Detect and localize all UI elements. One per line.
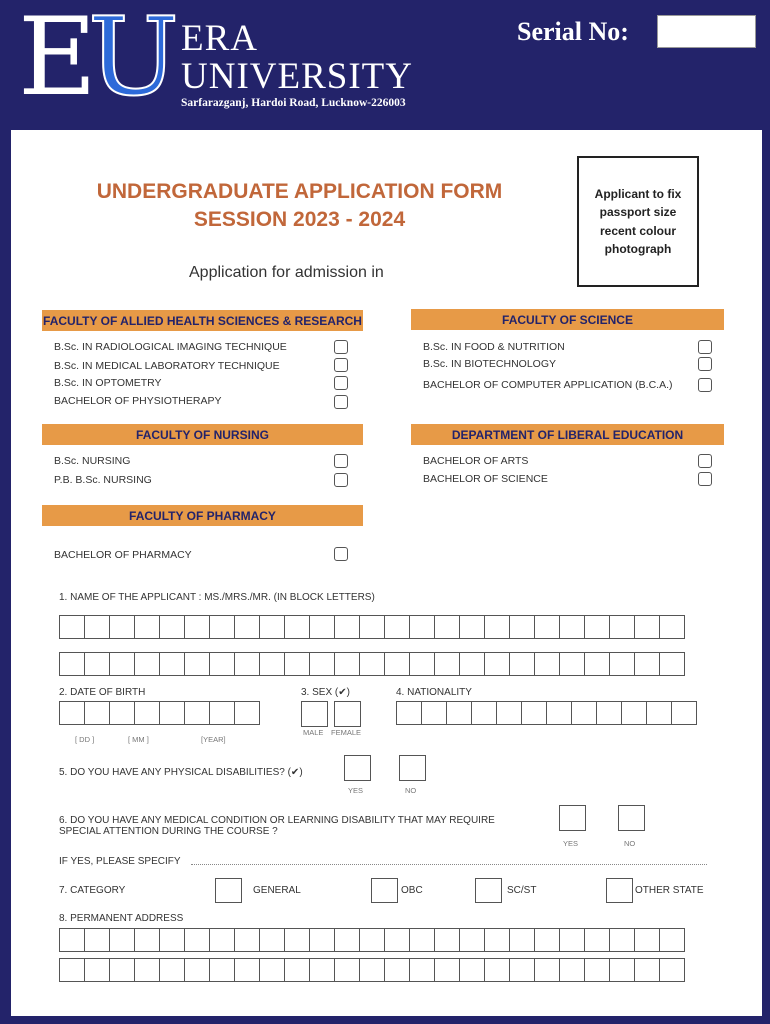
course-checkbox[interactable] bbox=[334, 395, 348, 409]
nationality-question: 4. NATIONALITY bbox=[396, 687, 472, 698]
entry-cell[interactable] bbox=[584, 928, 610, 952]
category-scst-box[interactable] bbox=[475, 878, 502, 903]
entry-cell[interactable] bbox=[59, 615, 85, 639]
nationality-cells[interactable] bbox=[396, 701, 696, 725]
entry-cell[interactable] bbox=[409, 615, 435, 639]
form-title-line2: SESSION 2023 - 2024 bbox=[193, 208, 406, 231]
photo-instructions: Applicant to fix passport size recent colour photograph bbox=[594, 186, 682, 256]
university-name bbox=[181, 20, 413, 96]
entry-cell[interactable] bbox=[609, 928, 635, 952]
entry-cell[interactable] bbox=[484, 928, 510, 952]
dob-mm-label: [ MM ] bbox=[128, 735, 149, 744]
entry-cell[interactable] bbox=[634, 652, 660, 676]
faculty-allied-header: FACULTY OF ALLIED HEALTH SCIENCES & RESEARCH bbox=[42, 310, 363, 331]
entry-cell[interactable] bbox=[459, 652, 485, 676]
entry-cell[interactable] bbox=[109, 652, 135, 676]
entry-cell[interactable] bbox=[434, 958, 460, 982]
entry-cell[interactable] bbox=[234, 928, 260, 952]
sex-female-label: FEMALE bbox=[331, 728, 362, 737]
medical-question-line1: 6. DO YOU HAVE ANY MEDICAL CONDITION OR LEARNING DISABILITY THAT MAY REQUIRE bbox=[59, 815, 495, 826]
entry-cell[interactable] bbox=[596, 701, 622, 725]
entry-cell[interactable] bbox=[459, 615, 485, 639]
entry-cell[interactable] bbox=[209, 652, 235, 676]
category-general-box[interactable] bbox=[215, 878, 242, 903]
category-other-label: OTHER STATE bbox=[635, 885, 704, 896]
entry-cell[interactable] bbox=[234, 615, 260, 639]
dob-dd-label: [ DD ] bbox=[75, 735, 95, 744]
entry-cell[interactable] bbox=[84, 701, 110, 725]
entry-cell[interactable] bbox=[621, 701, 647, 725]
address-cells-row1[interactable] bbox=[59, 928, 684, 952]
entry-cell[interactable] bbox=[184, 958, 210, 982]
course-checkbox[interactable] bbox=[698, 378, 712, 392]
address-cells-row2[interactable] bbox=[59, 958, 684, 982]
entry-cell[interactable] bbox=[234, 701, 260, 725]
sex-male-box[interactable] bbox=[301, 701, 328, 727]
entry-cell[interactable] bbox=[334, 928, 360, 952]
disability-no-label: NO bbox=[405, 786, 417, 795]
specify-line[interactable] bbox=[191, 864, 707, 865]
entry-cell[interactable] bbox=[184, 652, 210, 676]
entry-cell[interactable] bbox=[434, 652, 460, 676]
sex-male-label: MALE bbox=[303, 728, 324, 737]
sex-female-box[interactable] bbox=[334, 701, 361, 727]
entry-cell[interactable] bbox=[259, 615, 285, 639]
logo-letter-u: U bbox=[88, 0, 180, 120]
faculty-liberal-header: DEPARTMENT OF LIBERAL EDUCATION bbox=[411, 424, 724, 445]
entry-cell[interactable] bbox=[409, 928, 435, 952]
address-question: 8. PERMANENT ADDRESS bbox=[59, 913, 184, 924]
photo-box[interactable] bbox=[577, 156, 699, 287]
entry-cell[interactable] bbox=[384, 652, 410, 676]
course-checkbox[interactable] bbox=[334, 547, 348, 561]
entry-cell[interactable] bbox=[384, 928, 410, 952]
form-page bbox=[11, 130, 762, 1016]
medical-yes-box[interactable] bbox=[559, 805, 586, 831]
course-checkbox[interactable] bbox=[698, 340, 712, 354]
entry-cell[interactable] bbox=[609, 958, 635, 982]
header bbox=[0, 0, 770, 130]
course-label: B.Sc. IN OPTOMETRY bbox=[54, 377, 162, 389]
entry-cell[interactable] bbox=[134, 958, 160, 982]
entry-cell[interactable] bbox=[459, 958, 485, 982]
entry-cell[interactable] bbox=[384, 615, 410, 639]
serial-number-field[interactable] bbox=[657, 15, 756, 48]
course-label: BACHELOR OF COMPUTER APPLICATION (B.C.A.) bbox=[423, 379, 673, 391]
entry-cell[interactable] bbox=[634, 615, 660, 639]
course-label: P.B. B.Sc. NURSING bbox=[54, 474, 152, 486]
entry-cell[interactable] bbox=[209, 701, 235, 725]
entry-cell[interactable] bbox=[359, 615, 385, 639]
entry-cell[interactable] bbox=[284, 928, 310, 952]
entry-cell[interactable] bbox=[84, 652, 110, 676]
entry-cell[interactable] bbox=[546, 701, 572, 725]
entry-cell[interactable] bbox=[234, 652, 260, 676]
entry-cell[interactable] bbox=[471, 701, 497, 725]
serial-label: Serial No: bbox=[517, 17, 629, 46]
entry-cell[interactable] bbox=[184, 701, 210, 725]
entry-cell[interactable] bbox=[496, 701, 522, 725]
course-label: B.Sc. IN BIOTECHNOLOGY bbox=[423, 358, 557, 370]
entry-cell[interactable] bbox=[559, 652, 585, 676]
entry-cell[interactable] bbox=[521, 701, 547, 725]
logo-letter-e: E bbox=[18, 0, 91, 120]
course-label: BACHELOR OF ARTS bbox=[423, 455, 529, 467]
entry-cell[interactable] bbox=[534, 958, 560, 982]
entry-cell[interactable] bbox=[259, 958, 285, 982]
entry-cell[interactable] bbox=[509, 652, 535, 676]
entry-cell[interactable] bbox=[284, 652, 310, 676]
medical-no-label: NO bbox=[624, 839, 636, 848]
entry-cell[interactable] bbox=[646, 701, 672, 725]
entry-cell[interactable] bbox=[359, 652, 385, 676]
university-name-line1: ERA bbox=[181, 18, 258, 59]
entry-cell[interactable] bbox=[59, 652, 85, 676]
faculty-pharmacy-header: FACULTY OF PHARMACY bbox=[42, 505, 363, 526]
university-logo bbox=[18, 0, 180, 120]
entry-cell[interactable] bbox=[109, 701, 135, 725]
entry-cell[interactable] bbox=[484, 958, 510, 982]
medical-yes-label: YES bbox=[563, 839, 579, 848]
entry-cell[interactable] bbox=[434, 928, 460, 952]
university-address: Sarfarazganj, Hardoi Road, Lucknow-226003 bbox=[181, 97, 406, 109]
faculty-science-header: FACULTY OF SCIENCE bbox=[411, 309, 724, 330]
sex-question: 3. SEX (✔) bbox=[301, 687, 350, 698]
entry-cell[interactable] bbox=[59, 928, 85, 952]
category-obc-box[interactable] bbox=[371, 878, 398, 903]
entry-cell[interactable] bbox=[209, 958, 235, 982]
entry-cell[interactable] bbox=[159, 701, 185, 725]
entry-cell[interactable] bbox=[659, 615, 685, 639]
course-label: B.Sc. IN FOOD & NUTRITION bbox=[423, 341, 565, 353]
course-checkbox[interactable] bbox=[698, 472, 712, 486]
form-title-line1: UNDERGRADUATE APPLICATION FORM bbox=[96, 180, 503, 203]
faculty-nursing-header: FACULTY OF NURSING bbox=[42, 424, 363, 445]
entry-cell[interactable] bbox=[309, 615, 335, 639]
entry-cell[interactable] bbox=[634, 928, 660, 952]
entry-cell[interactable] bbox=[484, 652, 510, 676]
disability-no-box[interactable] bbox=[399, 755, 426, 781]
entry-cell[interactable] bbox=[134, 652, 160, 676]
entry-cell[interactable] bbox=[659, 652, 685, 676]
entry-cell[interactable] bbox=[159, 652, 185, 676]
entry-cell[interactable] bbox=[134, 928, 160, 952]
entry-cell[interactable] bbox=[446, 701, 472, 725]
entry-cell[interactable] bbox=[234, 958, 260, 982]
name-question: 1. NAME OF THE APPLICANT : MS./MRS./MR. (IN BLOCK LETTERS) bbox=[59, 592, 375, 603]
entry-cell[interactable] bbox=[59, 701, 85, 725]
entry-cell[interactable] bbox=[559, 928, 585, 952]
entry-cell[interactable] bbox=[609, 652, 635, 676]
form-title bbox=[47, 178, 552, 234]
admission-text: Application for admission in bbox=[189, 264, 384, 281]
entry-cell[interactable] bbox=[109, 958, 135, 982]
course-label: B.Sc. IN RADIOLOGICAL IMAGING TECHNIQUE bbox=[54, 341, 287, 353]
entry-cell[interactable] bbox=[659, 928, 685, 952]
entry-cell[interactable] bbox=[159, 615, 185, 639]
entry-cell[interactable] bbox=[84, 615, 110, 639]
entry-cell[interactable] bbox=[534, 928, 560, 952]
dob-cells[interactable] bbox=[59, 701, 259, 725]
course-label: BACHELOR OF PHYSIOTHERAPY bbox=[54, 395, 222, 407]
course-label: BACHELOR OF PHARMACY bbox=[54, 549, 192, 561]
disability-yes-label: YES bbox=[348, 786, 364, 795]
entry-cell[interactable] bbox=[259, 652, 285, 676]
entry-cell[interactable] bbox=[459, 928, 485, 952]
entry-cell[interactable] bbox=[509, 928, 535, 952]
entry-cell[interactable] bbox=[159, 958, 185, 982]
entry-cell[interactable] bbox=[159, 928, 185, 952]
entry-cell[interactable] bbox=[509, 615, 535, 639]
course-checkbox[interactable] bbox=[334, 340, 348, 354]
entry-cell[interactable] bbox=[84, 928, 110, 952]
entry-cell[interactable] bbox=[184, 615, 210, 639]
entry-cell[interactable] bbox=[509, 958, 535, 982]
entry-cell[interactable] bbox=[409, 958, 435, 982]
name-cells-row1[interactable] bbox=[59, 615, 684, 639]
course-label: B.Sc. NURSING bbox=[54, 455, 131, 467]
entry-cell[interactable] bbox=[334, 958, 360, 982]
entry-cell[interactable] bbox=[359, 928, 385, 952]
dob-year-label: [YEAR] bbox=[201, 735, 226, 744]
medical-question-line2: SPECIAL ATTENTION DURING THE COURSE ? bbox=[59, 826, 278, 837]
entry-cell[interactable] bbox=[659, 958, 685, 982]
course-checkbox[interactable] bbox=[698, 454, 712, 468]
entry-cell[interactable] bbox=[84, 958, 110, 982]
name-cells-row2[interactable] bbox=[59, 652, 684, 676]
entry-cell[interactable] bbox=[571, 701, 597, 725]
entry-cell[interactable] bbox=[534, 652, 560, 676]
entry-cell[interactable] bbox=[584, 615, 610, 639]
course-label: BACHELOR OF SCIENCE bbox=[423, 473, 548, 485]
university-name-line2: UNIVERSITY bbox=[181, 56, 413, 97]
entry-cell[interactable] bbox=[109, 928, 135, 952]
category-question: 7. CATEGORY bbox=[59, 885, 126, 896]
entry-cell[interactable] bbox=[284, 615, 310, 639]
entry-cell[interactable] bbox=[334, 615, 360, 639]
dob-question: 2. DATE OF BIRTH bbox=[59, 687, 146, 698]
entry-cell[interactable] bbox=[384, 958, 410, 982]
category-general-label: GENERAL bbox=[253, 885, 301, 896]
entry-cell[interactable] bbox=[534, 615, 560, 639]
medical-no-box[interactable] bbox=[618, 805, 645, 831]
course-checkbox[interactable] bbox=[334, 473, 348, 487]
entry-cell[interactable] bbox=[634, 958, 660, 982]
entry-cell[interactable] bbox=[59, 958, 85, 982]
course-checkbox[interactable] bbox=[334, 454, 348, 468]
entry-cell[interactable] bbox=[209, 615, 235, 639]
course-label: B.Sc. IN MEDICAL LABORATORY TECHNIQUE bbox=[54, 360, 280, 372]
disability-question: 5. DO YOU HAVE ANY PHYSICAL DISABILITIES? (✔) bbox=[59, 767, 303, 778]
entry-cell[interactable] bbox=[434, 615, 460, 639]
entry-cell[interactable] bbox=[584, 652, 610, 676]
course-checkbox[interactable] bbox=[698, 357, 712, 371]
entry-cell[interactable] bbox=[409, 652, 435, 676]
entry-cell[interactable] bbox=[396, 701, 422, 725]
entry-cell[interactable] bbox=[559, 615, 585, 639]
course-checkbox[interactable] bbox=[334, 358, 348, 372]
specify-label: IF YES, PLEASE SPECIFY bbox=[59, 856, 181, 867]
entry-cell[interactable] bbox=[134, 615, 160, 639]
entry-cell[interactable] bbox=[284, 958, 310, 982]
entry-cell[interactable] bbox=[184, 928, 210, 952]
entry-cell[interactable] bbox=[609, 615, 635, 639]
entry-cell[interactable] bbox=[484, 615, 510, 639]
entry-cell[interactable] bbox=[259, 928, 285, 952]
entry-cell[interactable] bbox=[559, 958, 585, 982]
course-checkbox[interactable] bbox=[334, 376, 348, 390]
category-scst-label: SC/ST bbox=[507, 885, 537, 896]
entry-cell[interactable] bbox=[309, 928, 335, 952]
category-obc-label: OBC bbox=[401, 885, 423, 896]
entry-cell[interactable] bbox=[209, 928, 235, 952]
entry-cell[interactable] bbox=[671, 701, 697, 725]
entry-cell[interactable] bbox=[309, 652, 335, 676]
entry-cell[interactable] bbox=[134, 701, 160, 725]
entry-cell[interactable] bbox=[109, 615, 135, 639]
entry-cell[interactable] bbox=[359, 958, 385, 982]
entry-cell[interactable] bbox=[309, 958, 335, 982]
disability-yes-box[interactable] bbox=[344, 755, 371, 781]
entry-cell[interactable] bbox=[421, 701, 447, 725]
entry-cell[interactable] bbox=[584, 958, 610, 982]
entry-cell[interactable] bbox=[334, 652, 360, 676]
category-other-box[interactable] bbox=[606, 878, 633, 903]
